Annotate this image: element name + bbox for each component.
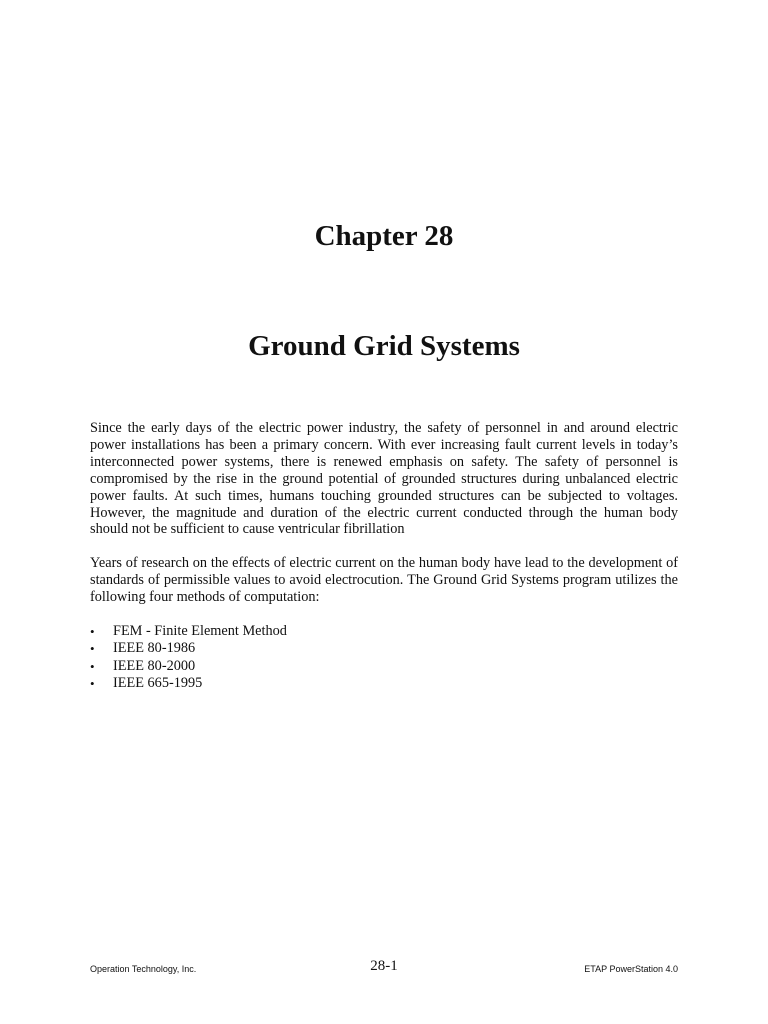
- list-item-label: IEEE 665-1995: [113, 675, 203, 692]
- methods-paragraph: Years of research on the effects of electric current on the human body have lead to the development of standards of permissible values to avoid electrocution. The Ground Grid Systems program utilizes the following four methods of computation:: [90, 555, 678, 606]
- footer-product: ETAP PowerStation 4.0: [584, 964, 678, 974]
- page-footer: [90, 958, 678, 982]
- list-item-label: IEEE 80-1986: [113, 640, 196, 657]
- page-number: 28-1: [370, 958, 398, 974]
- methods-list: [90, 623, 678, 693]
- list-item-label: IEEE 80-2000: [113, 657, 196, 674]
- footer-company: Operation Technology, Inc.: [90, 964, 197, 974]
- list-item: [90, 640, 678, 657]
- list-item: [90, 623, 678, 640]
- list-item: [90, 675, 678, 692]
- body-content: [90, 420, 678, 693]
- list-item-label: FEM - Finite Element Method: [113, 623, 287, 640]
- list-item: [90, 658, 678, 675]
- section-title: Ground Grid Systems: [248, 330, 520, 362]
- bullet-icon: •: [90, 624, 95, 640]
- bullet-icon: •: [90, 641, 95, 657]
- intro-paragraph: Since the early days of the electric power industry, the safety of personnel in and around electric power installations has been a primary concern. With ever increasing fault current levels in today’s interconnected power systems, there is renewed emphasis on safety. The safety of personnel is compromised by the rise in the ground potential of grounded structures during unbalanced electric power faults. At such times, humans touching grounded structures can be subjected to voltages. However, the magnitude and duration of the electric current conducted through the human body should not be sufficient to cause ventricular fibrillation: [90, 420, 678, 538]
- bullet-icon: •: [90, 658, 95, 674]
- bullet-icon: •: [90, 676, 95, 692]
- chapter-title: Chapter 28: [314, 220, 454, 252]
